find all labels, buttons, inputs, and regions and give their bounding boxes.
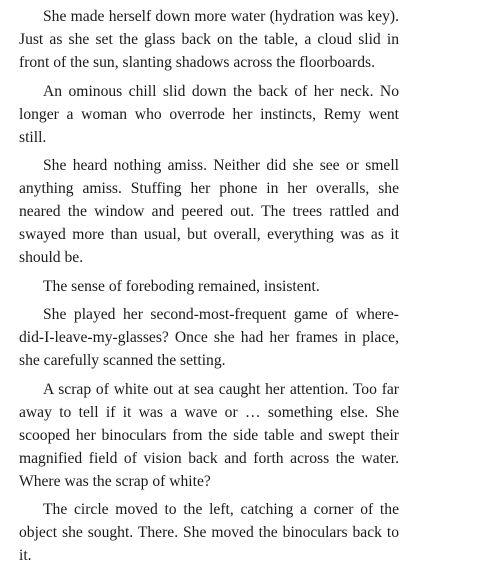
paragraph: She made herself down more water (hydration was key). Just as she set the glass back on the table, a cloud slid in front of the sun, slanting shadows across the floorboards. [19,8,399,71]
paragraph: She heard nothing amiss. Neither did she see or smell anything amiss. Stuffing her phone in her overalls, she neared the window and peered out. The trees rattled and swayed more than usual, but overall, everything was as it should be. [19,157,399,266]
paragraph: A scrap of white out at sea caught her attention. Too far away to tell if it was a wave or … something else. She scooped her binoculars from the side table and swept their magnified field of vision back and forth across the water. Where was the scrap of white? [19,380,399,490]
paragraph: She played her second-most-frequent game of where-did-I-leave-my-glasses? Once she had her frames in place, she carefully scanned the setting. [19,306,399,369]
paragraph: An ominous chill slid down the back of her neck. No longer a woman who overrode her instincts, Remy went still. [19,82,399,146]
paragraph: The sense of foreboding remained, insistent. [43,277,320,295]
paragraph: The circle moved to the left, catching a corner of the object she sought. There. She moved the binoculars back to it. [19,501,399,564]
book-page [19,5,399,573]
